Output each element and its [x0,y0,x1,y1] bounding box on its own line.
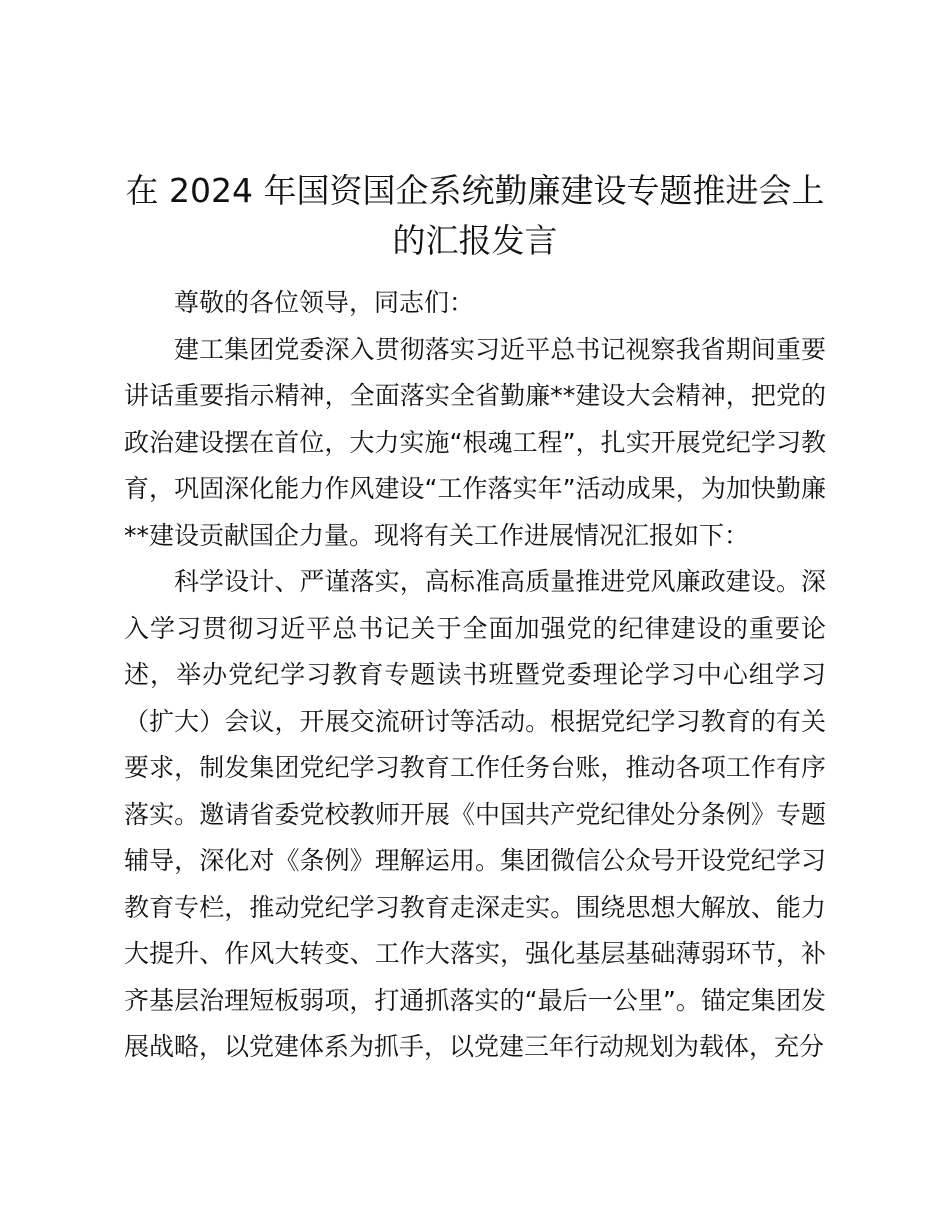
document-title: 在 2024 年国资国企系统勤廉建设专题推进会上的汇报发言 [125,171,825,260]
document-body [124,280,826,1071]
salutation: 尊敬的各位领导，同志们： [174,288,475,317]
paragraph-intro: 建工集团党委深入贯彻落实习近平总书记视察我省期间重要讲话重要指示精神，全面落实全省勤廉**建设大会精神，把党的政治建设摆在首位，大力实施“根魂工程”，扎实开展党纪学习教育，巩固深化能力作风建设“工作落实年”活动成果，为加快勤廉**建设贡献国企力量。现将有关工作进展情况汇报如下： [124,334,826,550]
paragraph-section-1: 科学设计、严谨落实，高标准高质量推进党风廉政建设。深入学习贯彻习近平总书记关于全面加强党的纪律建设的重要论述，举办党纪学习教育专题读书班暨党委理论学习中心组学习（扩大）会议，开展交流研讨等活动。根据党纪学习教育的有关要求，制发集团党纪学习教育工作任务台账，推动各项工作有序落实。邀请省委党校教师开展《中国共产党纪律处分条例》专题辅导，深化对《条例》理解运用。集团微信公众号开设党纪学习教育专栏，推动党纪学习教育走深走实。围绕思想大解放、能力大提升、作风大转变、工作大落实，强化基层基础薄弱环节，补齐基层治理短板弱项，打通抓落实的“最后一公里”。锚定集团发展战略，以党建体系为抓手，以党建三年行动规划为载体，充分 [124,567,826,1061]
